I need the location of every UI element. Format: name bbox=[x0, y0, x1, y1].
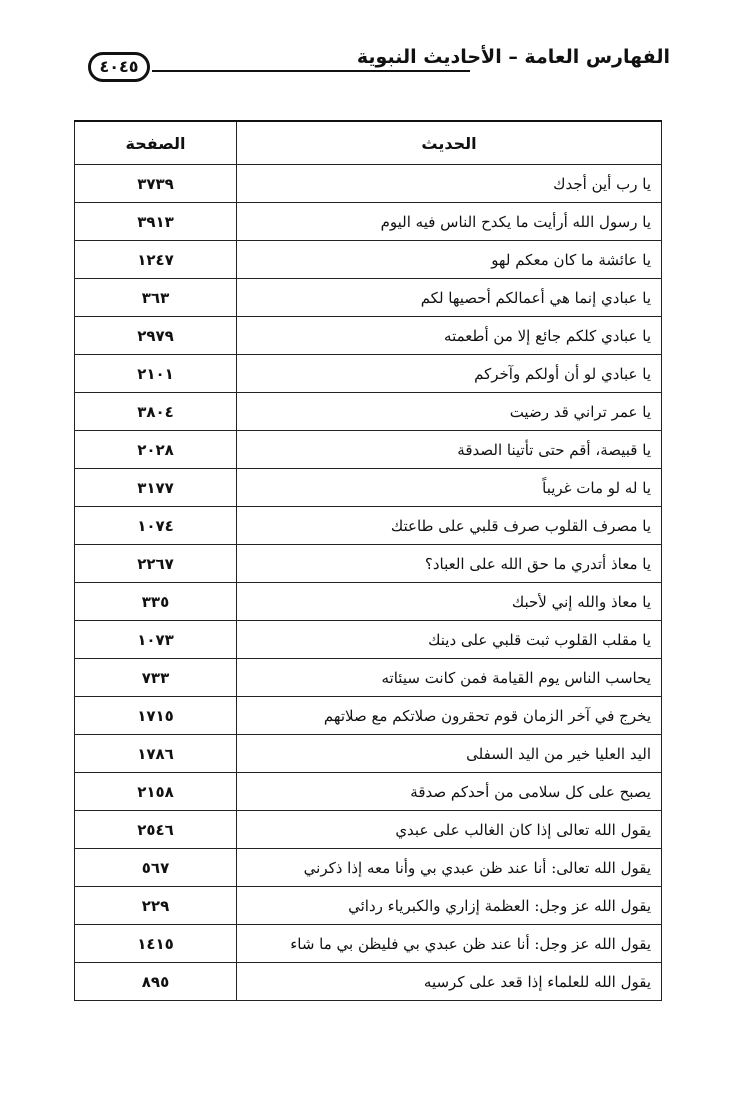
table-row bbox=[75, 241, 662, 279]
hadith-text-cell: يا رسول الله أرأيت ما يكدح الناس فيه اليوم bbox=[237, 203, 662, 241]
table-row bbox=[75, 925, 662, 963]
running-header bbox=[88, 40, 670, 86]
page-reference-cell: ٨٩٥ bbox=[75, 963, 237, 1001]
page-reference-cell: ٣٧٣٩ bbox=[75, 165, 237, 203]
hadith-text-cell: يا معاذ والله إني لأحبك bbox=[237, 583, 662, 621]
page-reference-cell: ١٧١٥ bbox=[75, 697, 237, 735]
hadith-text-cell: اليد العليا خير من اليد السفلى bbox=[237, 735, 662, 773]
header-title: الفهارس العامة – الأحاديث النبوية bbox=[356, 46, 670, 68]
page-reference-cell: ٢١٠١ bbox=[75, 355, 237, 393]
page-reference-cell: ١٤١٥ bbox=[75, 925, 237, 963]
table-row bbox=[75, 203, 662, 241]
page-reference-cell: ٢٢٩ bbox=[75, 887, 237, 925]
hadith-index-table bbox=[74, 120, 662, 1001]
page-reference-cell: ٢٥٤٦ bbox=[75, 811, 237, 849]
page-reference-cell: ٣٣٥ bbox=[75, 583, 237, 621]
page-number-badge: ٤٠٤٥ bbox=[88, 52, 150, 82]
page-reference-cell: ٣٩١٣ bbox=[75, 203, 237, 241]
table-body bbox=[75, 165, 662, 1001]
table-header-row bbox=[75, 121, 662, 165]
table-row bbox=[75, 355, 662, 393]
table-row bbox=[75, 659, 662, 697]
page-reference-cell: ٢٠٢٨ bbox=[75, 431, 237, 469]
table-row bbox=[75, 811, 662, 849]
hadith-text-cell: يا قبيصة، أقم حتى تأتينا الصدقة bbox=[237, 431, 662, 469]
table-row bbox=[75, 317, 662, 355]
header-rule bbox=[152, 70, 470, 72]
table-row bbox=[75, 583, 662, 621]
hadith-text-cell: يخرج في آخر الزمان قوم تحقرون صلاتكم مع صلاتهم bbox=[237, 697, 662, 735]
table-row bbox=[75, 887, 662, 925]
page-reference-cell: ١٢٤٧ bbox=[75, 241, 237, 279]
table-row bbox=[75, 621, 662, 659]
hadith-text-cell: يا مصرف القلوب صرف قلبي على طاعتك bbox=[237, 507, 662, 545]
table-row bbox=[75, 545, 662, 583]
table-row bbox=[75, 469, 662, 507]
table-row bbox=[75, 431, 662, 469]
hadith-text-cell: يا عبادي لو أن أولكم وآخركم bbox=[237, 355, 662, 393]
hadith-text-cell: يقول الله للعلماء إذا قعد على كرسيه bbox=[237, 963, 662, 1001]
page-reference-cell: ٢٢٦٧ bbox=[75, 545, 237, 583]
hadith-text-cell: يصبح على كل سلامى من أحدكم صدقة bbox=[237, 773, 662, 811]
hadith-text-cell: يقول الله تعالى: أنا عند ظن عبدي بي وأنا معه إذا ذكرني bbox=[237, 849, 662, 887]
page-reference-cell: ٢١٥٨ bbox=[75, 773, 237, 811]
table-row bbox=[75, 735, 662, 773]
table-row bbox=[75, 849, 662, 887]
hadith-text-cell: يا عبادي إنما هي أعمالكم أحصيها لكم bbox=[237, 279, 662, 317]
page-reference-cell: ١٠٧٣ bbox=[75, 621, 237, 659]
page-reference-cell: ١٧٨٦ bbox=[75, 735, 237, 773]
hadith-text-cell: يا عبادي كلكم جائع إلا من أطعمته bbox=[237, 317, 662, 355]
table-row bbox=[75, 773, 662, 811]
hadith-text-cell: يا رب أين أجدك bbox=[237, 165, 662, 203]
page-reference-cell: ٣١٧٧ bbox=[75, 469, 237, 507]
page-reference-cell: ٧٣٣ bbox=[75, 659, 237, 697]
hadith-text-cell: يقول الله عز وجل: أنا عند ظن عبدي بي فليظن بي ما شاء bbox=[237, 925, 662, 963]
hadith-text-cell: يقول الله تعالى إذا كان الغالب على عبدي bbox=[237, 811, 662, 849]
hadith-text-cell: يا عائشة ما كان معكم لهو bbox=[237, 241, 662, 279]
hadith-text-cell: يا معاذ أتدري ما حق الله على العباد؟ bbox=[237, 545, 662, 583]
hadith-text-cell: يقول الله عز وجل: العظمة إزاري والكبرياء ردائي bbox=[237, 887, 662, 925]
hadith-text-cell: يا عمر تراني قد رضيت bbox=[237, 393, 662, 431]
page-reference-cell: ٣٨٠٤ bbox=[75, 393, 237, 431]
hadith-text-cell: يحاسب الناس يوم القيامة فمن كانت سيئاته bbox=[237, 659, 662, 697]
page-reference-cell: ٥٦٧ bbox=[75, 849, 237, 887]
table-row bbox=[75, 165, 662, 203]
page-reference-cell: ٢٩٧٩ bbox=[75, 317, 237, 355]
table-row bbox=[75, 963, 662, 1001]
column-header-page: الصفحة bbox=[75, 121, 237, 165]
page-reference-cell: ١٠٧٤ bbox=[75, 507, 237, 545]
table-row bbox=[75, 697, 662, 735]
table-row bbox=[75, 393, 662, 431]
table-row bbox=[75, 507, 662, 545]
hadith-text-cell: يا مقلب القلوب ثبت قلبي على دينك bbox=[237, 621, 662, 659]
column-header-hadith: الحديث bbox=[237, 121, 662, 165]
hadith-text-cell: يا له لو مات غريباً bbox=[237, 469, 662, 507]
page-reference-cell: ٣٦٣ bbox=[75, 279, 237, 317]
table-row bbox=[75, 279, 662, 317]
